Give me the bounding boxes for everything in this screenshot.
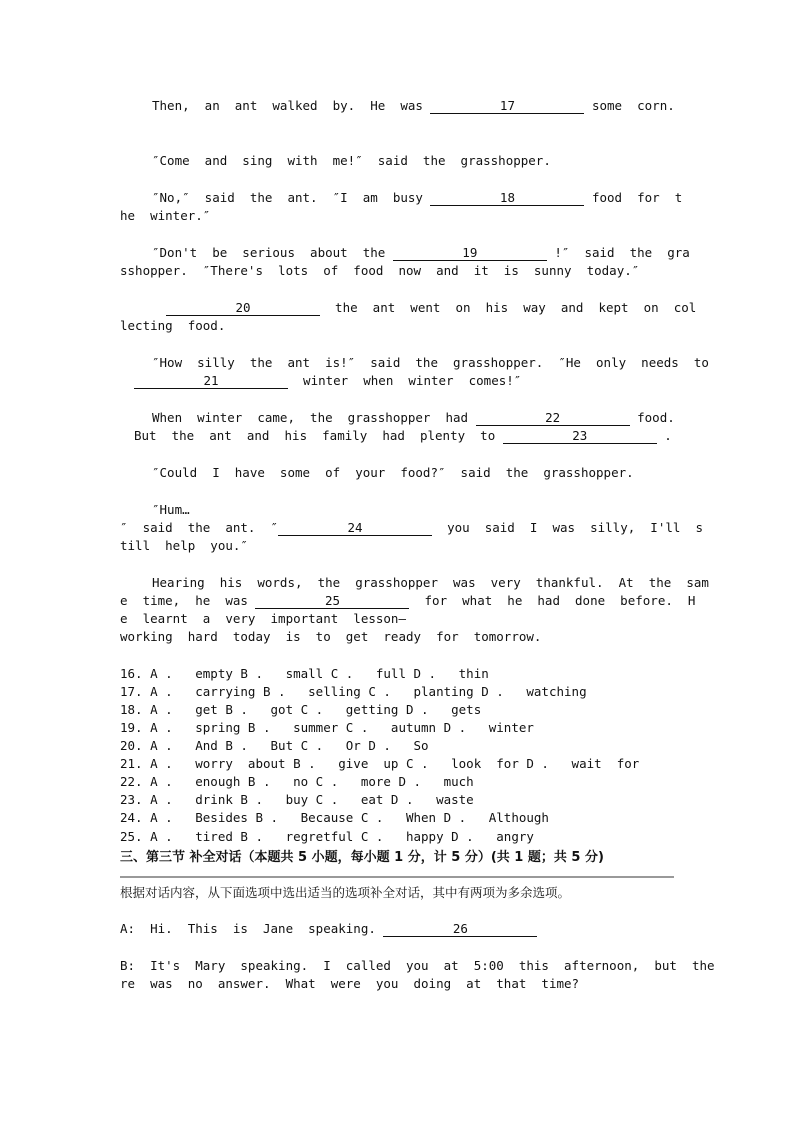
answer-blank-21[interactable]: 21 (134, 373, 288, 389)
story-line-could: ″Could I have some of your food?″ said the grasshopper. (152, 465, 634, 480)
story-line-19: ″Don't be serious about the 19 !″ said the gra (152, 245, 690, 260)
option-row-19: 19. A . spring B . summer C . autumn D . winter (120, 720, 534, 735)
story-line-18-cont: he winter.″ (120, 208, 211, 223)
story-line-25: Hearing his words, the grasshopper was very thankful. At the sam (152, 575, 709, 590)
story-line-22: When winter came, the grasshopper had 22 food. (152, 410, 675, 425)
story-line-25-e: working hard today is to get ready for tomorrow. (120, 629, 542, 644)
option-row-16: 16. A . empty B . small C . full D . thin (120, 666, 489, 681)
story-line-hum: ″Hum… (152, 502, 190, 517)
option-row-20: 20. A . And B . But C . Or D . So (120, 738, 429, 753)
option-row-25: 25. A . tired B . regretful C . happy D . angry (120, 829, 534, 844)
story-line-21: ″How silly the ant is!″ said the grasshopper. ″He only needs to (152, 355, 709, 370)
story-line-23: But the ant and his family had plenty to 23 . (134, 428, 672, 443)
dialogue-line-b-cont: re was no answer. What were you doing at that time? (120, 976, 580, 991)
option-row-24: 24. A . Besides B . Because C . When D . Although (120, 810, 549, 825)
story-line-24-cont: till help you.″ (120, 538, 248, 553)
answer-blank-24[interactable]: 24 (278, 520, 432, 536)
option-row-18: 18. A . get B . got C . getting D . gets (120, 702, 482, 717)
story-line-come: ″Come and sing with me!″ said the grasshopper. (152, 153, 551, 168)
answer-blank-25[interactable]: 25 (255, 593, 409, 609)
story-line-21-cont: 21 winter when winter comes!″ (134, 372, 686, 390)
section-instruction: 根据对话内容，从下面选项中选出适当的选项补全对话，其中有两项为多余选项。 (120, 885, 571, 900)
answer-blank-20[interactable]: 20 (166, 300, 320, 316)
story-line-25-d: e learnt a very important lesson— (120, 611, 406, 626)
story-line-20: 20 the ant went on his way and kept on col (166, 299, 674, 317)
option-row-22: 22. A . enough B . no C . more D . much (120, 774, 474, 789)
answer-blank-26[interactable]: 26 (383, 921, 537, 937)
answer-blank-17[interactable]: 17 (430, 98, 584, 114)
story-line-19-cont: sshopper. ″There's lots of food now and it is sunny today.″ (120, 263, 640, 278)
option-row-23: 23. A . drink B . buy C . eat D . waste (120, 792, 474, 807)
option-row-17: 17. A . carrying B . selling C . planting D . watching (120, 684, 587, 699)
section-title: 三、第三节 补全对话（本题共 5 小题，每小题 1 分，计 5 分）(共 1 题；共 5 分) (120, 850, 604, 865)
story-line-17: Then, an ant walked by. He was 17 some corn. (152, 98, 675, 113)
dialogue-line-a: A: Hi. This is Jane speaking. 26 (120, 920, 672, 938)
story-line-25-b: e time, he was 25 for what he had done before. H (120, 593, 696, 608)
answer-blank-19[interactable]: 19 (393, 245, 547, 261)
story-line-24: ″ said the ant. ″ 24 you said I was silly, I'll s (120, 520, 703, 535)
section-divider (120, 876, 674, 878)
answer-blank-22[interactable]: 22 (476, 410, 630, 426)
dialogue-line-b: B: It's Mary speaking. I called you at 5:00 this afternoon, but the (120, 958, 715, 973)
option-row-21: 21. A . worry about B . give up C . look for D . wait for (120, 756, 640, 771)
story-line-20-cont: lecting food. (120, 318, 226, 333)
answer-blank-23[interactable]: 23 (503, 428, 657, 444)
story-line-18: ″No,″ said the ant. ″I am busy 18 food for t (152, 190, 683, 205)
answer-blank-18[interactable]: 18 (430, 190, 584, 206)
